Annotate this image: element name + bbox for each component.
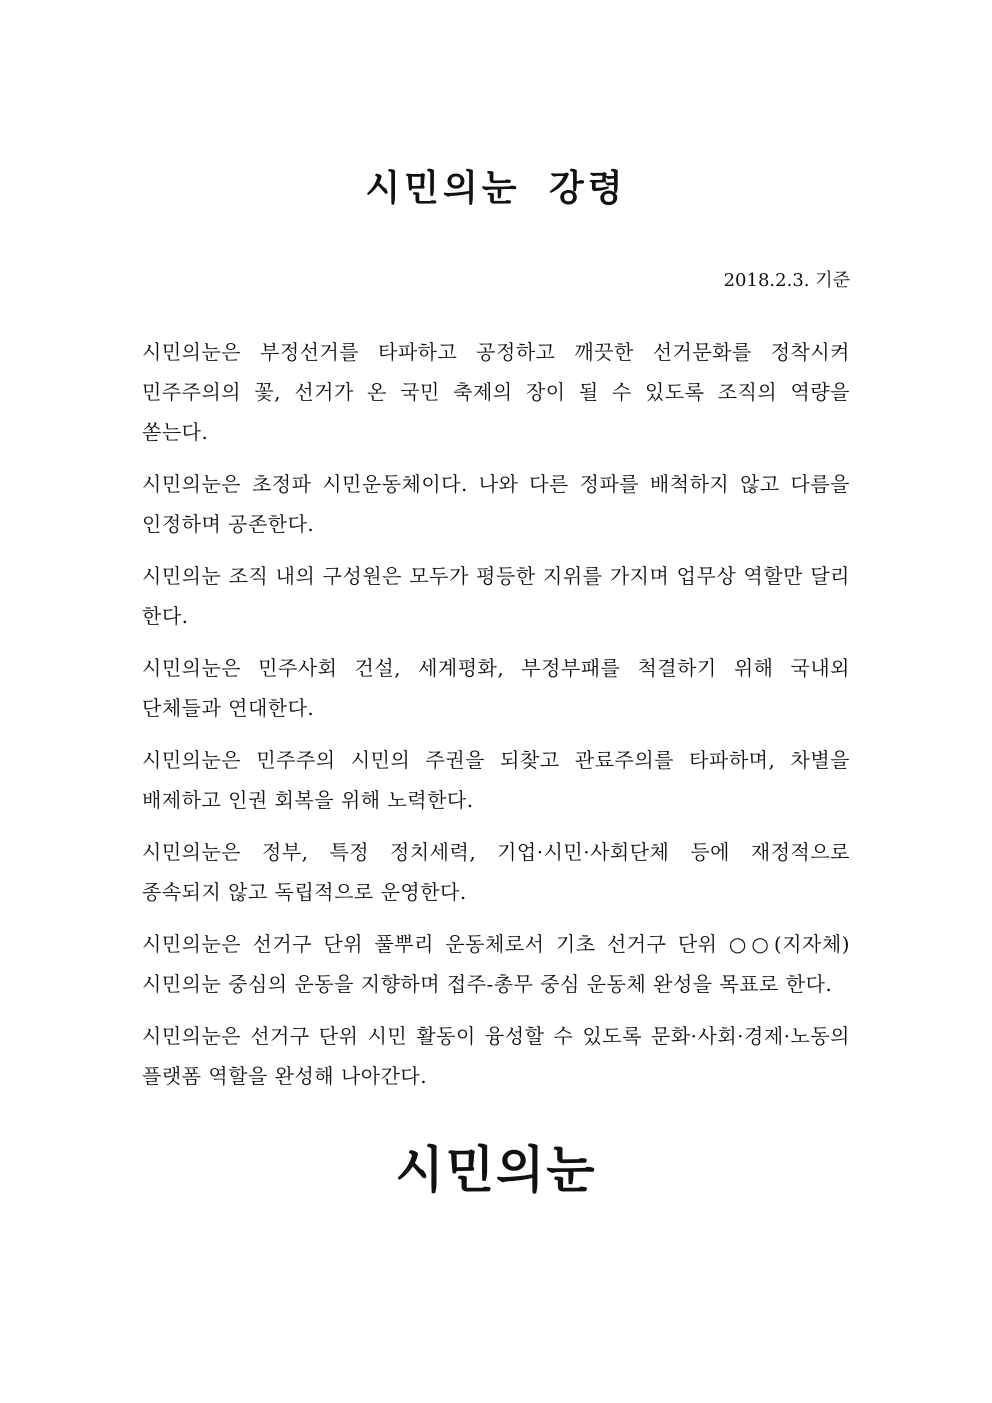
charter-paragraph: 시민의눈은 선거구 단위 시민 활동이 융성할 수 있도록 문화·사회·경제·노동의 플랫폼 역할을 완성해 나아간다.: [142, 1024, 850, 1088]
charter-paragraph: 시민의눈은 민주사회 건설, 세계평화, 부정부패를 척결하기 위해 국내외 단체들과 연대한다.: [142, 656, 850, 720]
charter-paragraph: 시민의눈은 부정선거를 타파하고 공정하고 깨끗한 선거문화를 정착시켜 민주주의의 꽃, 선거가 온 국민 축제의 장이 될 수 있도록 조직의 역량을 쏟는다.: [142, 340, 850, 444]
organization-signature: 시민의눈: [395, 1140, 597, 1199]
charter-paragraph: 시민의눈은 초정파 시민운동체이다. 나와 다른 정파를 배척하지 않고 다름을 인정하며 공존한다.: [142, 472, 850, 536]
charter-body: [142, 332, 850, 1108]
date-label: 2018.2.3. 기준: [723, 270, 850, 291]
charter-paragraph: 시민의눈 조직 내의 구성원은 모두가 평등한 지위를 가지며 업무상 역할만 달리 한다.: [142, 564, 850, 628]
page-title: 시민의눈 강령: [365, 167, 627, 209]
charter-paragraph: 시민의눈은 정부, 특정 정치세력, 기업·시민·사회단체 등에 재정적으로 종속되지 않고 독립적으로 운영한다.: [142, 840, 850, 904]
charter-paragraph: 시민의눈은 선거구 단위 풀뿌리 운동체로서 기초 선거구 단위 ○○(지자체) 시민의눈 중심의 운동을 지향하며 접주-총무 중심 운동체 완성을 목표로 한다.: [142, 932, 850, 996]
charter-paragraph: 시민의눈은 민주주의 시민의 주권을 되찾고 관료주의를 타파하며, 차별을 배제하고 인권 회복을 위해 노력한다.: [142, 748, 850, 812]
